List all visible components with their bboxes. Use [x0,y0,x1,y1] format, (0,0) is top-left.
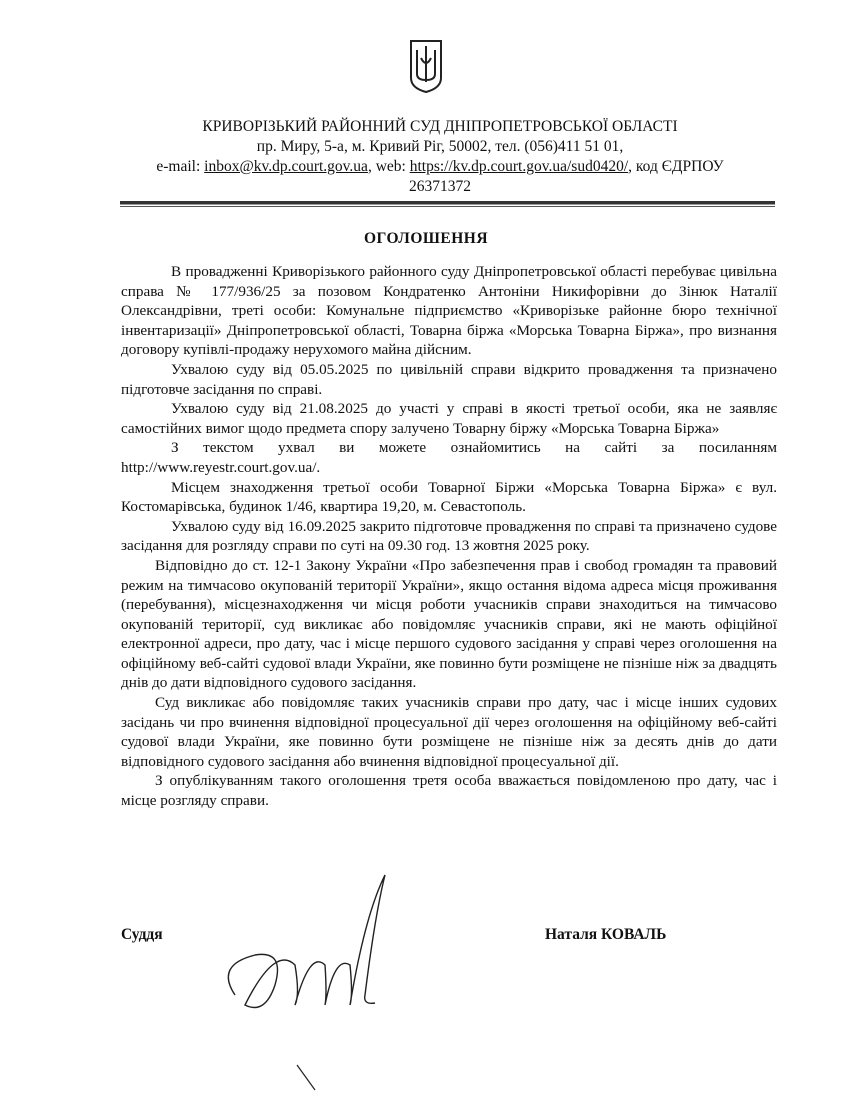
court-contacts [90,157,790,177]
document-title: ОГОЛОШЕННЯ [363,230,489,247]
web-label: , web: [367,158,410,175]
paragraph: Місцем знаходження третьої особи Товарної Біржи «Морська Товарна Біржа» є вул. Костомарівська, будинок 1/46, квартира 19,20, м. Севастополь. [121,478,777,516]
court-address: пр. Миру, 5-а, м. Кривий Ріг, 50002, тел. (056)411 51 01, [256,138,624,155]
handwritten-signature [215,855,415,1095]
paragraph: Ухвалою суду від 16.09.2025 закрито підготовче провадження по справі та призначено судове засідання для розгляду справи по суті на 09.30 год. 13 жовтня 2025 року. [121,517,777,555]
paragraph: З текстом ухвал ви можете ознайомитись на сайті за посиланням http://www.reyestr.court.gov.ua/. [121,439,777,476]
edrpou-code: 26371372 [409,178,471,195]
document-body [121,262,777,811]
email-label: e-mail: [156,158,205,175]
paragraph: Ухвалою суду від 21.08.2025 до участі у справі в якості третьої особи, яка не заявляє самостійних вимог щодо предмета спору залучено Товарну біржу «Морська Товарна Біржа» [121,400,777,437]
court-name: КРИВОРІЗЬКИЙ РАЙОННИЙ СУД ДНІПРОПЕТРОВСЬКОЇ ОБЛАСТІ [202,118,678,135]
web-link[interactable]: https://kv.dp.court.gov.ua/sud0420/ [409,158,629,175]
paragraph: Відповідно до ст. 12-1 Закону України «Про забезпечення прав і свобод громадян та правовий режим на тимчасово окупованій території України», якщо остання відома адреса місця проживання (перебування), місцезнаходження чи місця роботи учасників справи знаходиться на тимчасово окупованій території, суд викликає або повідомляє учасників справи, які не мають офіційної електронної адреси, про дату, час і місце першого судового засідання у справі через оголошення на офіційному веб-сайті судової влади України, яке повинно бути розміщене не пізніше ніж за двадцять днів до дати відповідного судового засідання. [121,556,777,692]
judge-name: Наталя КОВАЛЬ [545,926,667,943]
header-divider [120,201,775,205]
paragraph: Суд викликає або повідомляє таких учасників справи про дату, час і місце інших судових засідань чи про вчинення відповідної процесуальної дії через оголошення на офіційному веб-сайті судової влади України, яке повинно бути розміщене не пізніше ніж за десять днів до дати відповідного судового засідання або вчинення відповідної процесуальної дії. [121,694,777,770]
header-divider-thin [120,206,775,207]
paragraph: Ухвалою суду від 05.05.2025 по цивільній справи відкрито провадження та призначено підготовче засідання по справі. [121,360,777,398]
paragraph: В провадженні Криворізького районного суду Дніпропетровської області перебуває цивільна справа № 177/936/25 за позовом Кондратенко Антоніни Никифорівни до Зінюк Наталії Олександрівни, треті особи: Комунальне підприємство «Криворізьке районне бюро технічної інвентаризації» Дніпропетровської області, Товарна біржа «Морська Товарна Біржа», про визнання договору купівлі-продажу нерухомого майна дійсним. [121,263,777,359]
coat-of-arms-trident-icon [408,38,444,94]
email-link[interactable]: inbox@kv.dp.court.gov.ua [204,158,368,175]
paragraph: З опублікуванням такого оголошення третя особа вважається повідомленою про дату, час і місце розгляду справи. [121,772,777,810]
code-label: , код ЄДРПОУ [628,158,724,175]
signature-role: Суддя [121,926,163,943]
